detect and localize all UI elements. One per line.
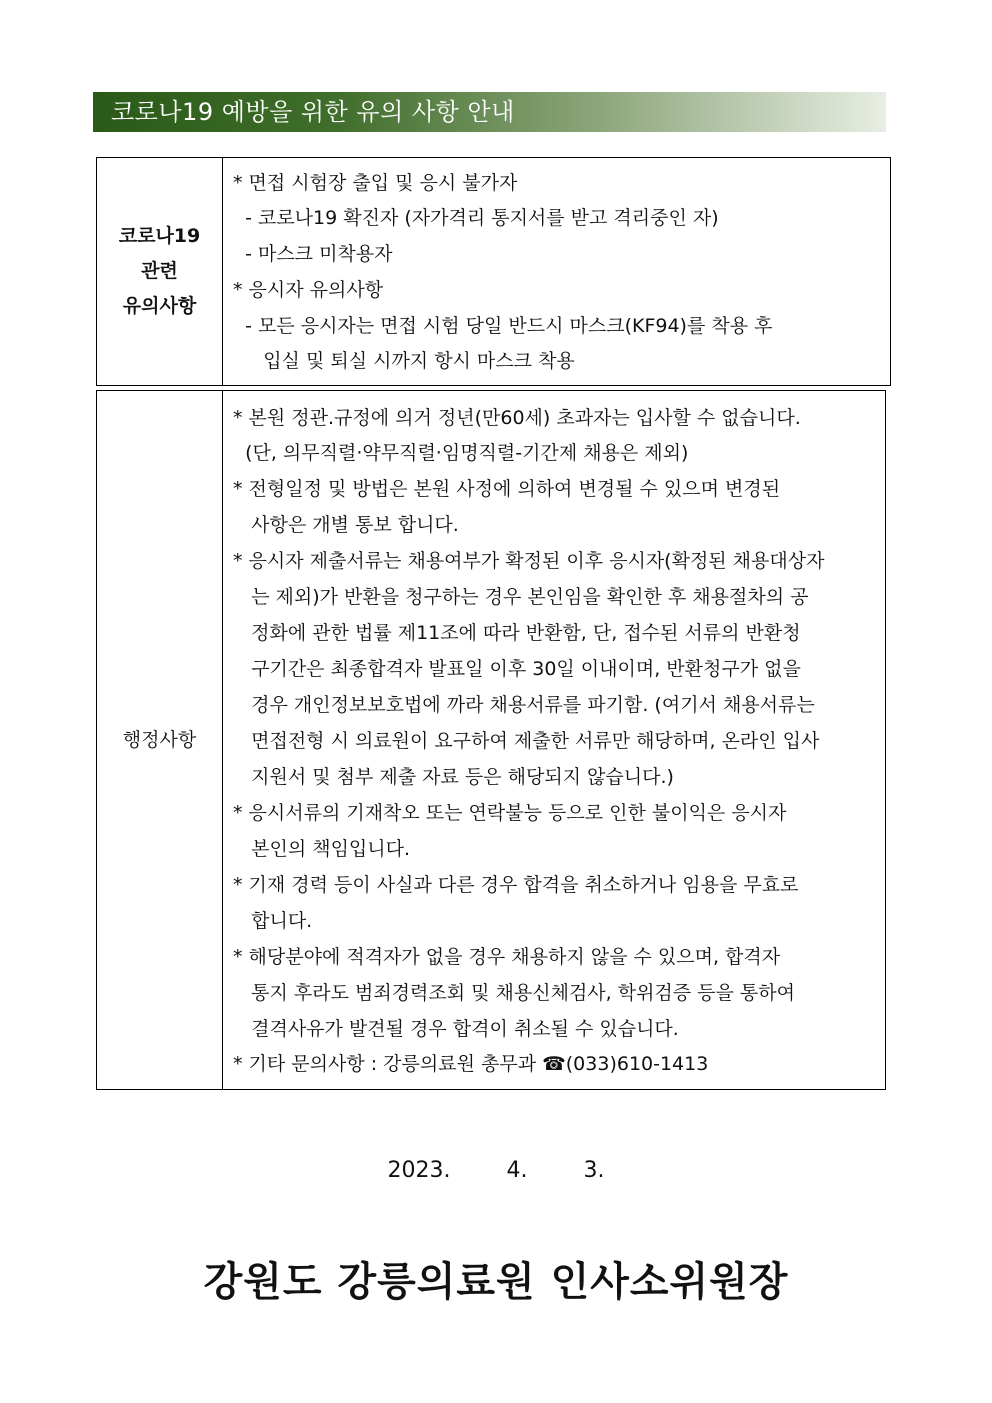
notice-line: * 응시서류의 기재착오 또는 연락불능 등으로 인한 불이익은 응시자 <box>233 802 787 824</box>
section-title: 코로나19 예방을 위한 유의 사항 안내 <box>111 98 515 126</box>
notice-line: 면접전형 시 의료원이 요구하여 제출한 서류만 해당하며, 온라인 입사 <box>233 730 820 752</box>
date-month: 4. <box>506 1158 528 1183</box>
admin-notice-content-cell <box>223 391 885 1089</box>
covid-label-line: 코로나19 <box>118 225 201 247</box>
admin-notice-label-cell <box>97 391 223 1089</box>
notice-line: 정화에 관한 법률 제11조에 따라 반환함, 단, 접수된 서류의 반환청 <box>233 622 801 644</box>
notice-line: * 기타 문의사항 : 강릉의료원 총무과 ☎(033)610-1413 <box>233 1053 709 1075</box>
notice-line: * 응시자 유의사항 <box>233 279 384 301</box>
notice-line: 합니다. <box>233 910 313 932</box>
date-year: 2023. <box>387 1158 451 1183</box>
notice-line: * 본원 정관.규정에 의거 정년(만60세) 초과자는 입사할 수 없습니다. <box>233 407 801 429</box>
covid-notice-table <box>96 157 891 386</box>
notice-line: * 응시자 제출서류는 채용여부가 확정된 이후 응시자(확정된 채용대상자 <box>233 550 825 572</box>
issue-date <box>0 1158 992 1183</box>
notice-line: * 전형일정 및 방법은 본원 사정에 의하여 변경될 수 있으며 변경된 <box>233 478 781 500</box>
notice-line: 사항은 개별 통보 합니다. <box>233 514 459 536</box>
notice-line: 본인의 책임입니다. <box>233 838 411 860</box>
section-title-banner <box>93 92 886 132</box>
date-day: 3. <box>583 1158 605 1183</box>
notice-line: - 코로나19 확진자 (자가격리 통지서를 받고 격리중인 자) <box>233 207 719 229</box>
notice-line: (단, 의무직렬·약무직렬·임명직렬-기간제 채용은 제외) <box>233 442 689 464</box>
covid-notice-label-cell <box>97 158 223 385</box>
notice-line: 통지 후라도 범죄경력조회 및 채용신체검사, 학위검증 등을 통하여 <box>233 982 795 1004</box>
covid-notice-content-cell <box>223 158 890 385</box>
notice-line: - 마스크 미착용자 <box>233 243 393 265</box>
notice-line: * 면접 시험장 출입 및 응시 불가자 <box>233 172 518 194</box>
notice-line: 결격사유가 발견될 경우 합격이 취소될 수 있습니다. <box>233 1018 679 1040</box>
notice-line: * 기재 경력 등이 사실과 다른 경우 합격을 취소하거나 임용을 무효로 <box>233 874 799 896</box>
notice-line: 구기간은 최종합격자 발표일 이후 30일 이내이며, 반환청구가 없을 <box>233 658 801 680</box>
notice-line: 입실 및 퇴실 시까지 항시 마스크 착용 <box>233 350 575 372</box>
notice-line: * 해당분야에 적격자가 없을 경우 채용하지 않을 수 있으며, 합격자 <box>233 946 781 968</box>
covid-label-line: 유의사항 <box>122 295 197 317</box>
notice-line: 경우 개인정보보호법에 까라 채용서류를 파기함. (여기서 채용서류는 <box>233 694 815 716</box>
issuer-name: 강원도 강릉의료원 인사소위원장 <box>203 1259 789 1305</box>
notice-line: 지원서 및 첨부 제출 자료 등은 해당되지 않습니다.) <box>233 766 674 788</box>
notice-line: - 모든 응시자는 면접 시험 당일 반드시 마스크(KF94)를 착용 후 <box>233 315 773 337</box>
admin-notice-table <box>96 390 886 1090</box>
covid-label-line: 관련 <box>141 260 178 282</box>
notice-line: 는 제외)가 반환을 청구하는 경우 본인임을 확인한 후 채용절차의 공 <box>233 586 809 608</box>
admin-label: 행정사항 <box>122 728 197 751</box>
